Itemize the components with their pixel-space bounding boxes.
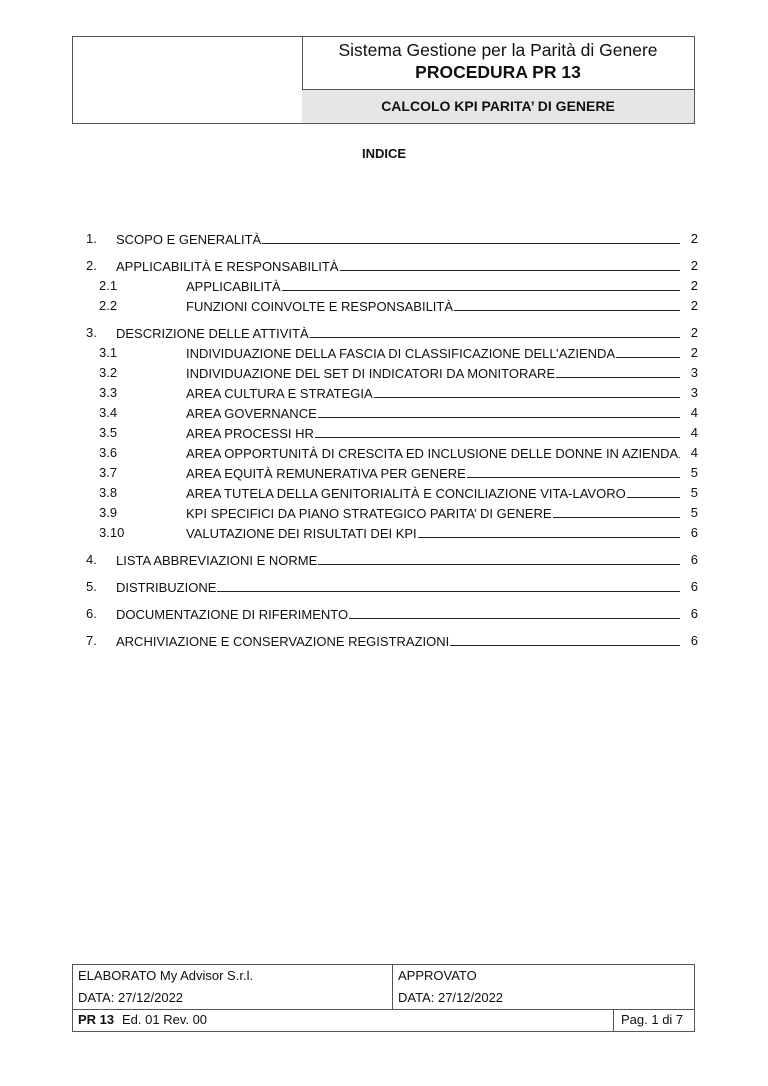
toc-page: 4 [690, 445, 698, 460]
toc-title: FUNZIONI COINVOLTE E RESPONSABILITÀ [186, 299, 454, 314]
toc-title: DESCRIZIONE DELLE ATTIVITÀ [116, 326, 309, 341]
toc-title: AREA GOVERNANCE [186, 406, 317, 421]
edition-revision: Ed. 01 Rev. 00 [122, 1012, 208, 1027]
toc-entry[interactable] [86, 343, 698, 363]
toc-number: 2. [86, 258, 97, 273]
toc-title: KPI SPECIFICI DA PIANO STRATEGICO PARITA’ DI GENERE [186, 506, 552, 521]
toc-title: INDIVIDUAZIONE DEL SET DI INDICATORI DA MONITORARE [186, 366, 556, 381]
toc-page: 6 [690, 552, 698, 567]
document-header [72, 36, 695, 124]
toc-page: 6 [690, 606, 698, 621]
toc-number: 5. [86, 579, 97, 594]
toc-page: 4 [690, 425, 698, 440]
system-name: Sistema Gestione per la Parità di Genere [338, 40, 658, 60]
toc-number: 1. [86, 231, 97, 246]
toc-entry[interactable] [86, 296, 698, 316]
toc-number: 6. [86, 606, 97, 621]
toc-number: 3.9 [99, 505, 118, 520]
toc-number: 2.1 [99, 278, 118, 293]
toc-number: 3.3 [99, 385, 118, 400]
toc-entry[interactable] [86, 443, 698, 463]
table-of-contents [86, 229, 698, 651]
toc-page: 5 [690, 505, 698, 520]
toc-number: 2.2 [99, 298, 118, 313]
toc-entry[interactable] [86, 229, 698, 249]
toc-entry[interactable] [86, 604, 698, 624]
toc-entry[interactable] [86, 577, 698, 597]
toc-title: DISTRIBUZIONE [116, 580, 217, 595]
toc-page: 6 [690, 525, 698, 540]
toc-title: APPLICABILITÀ [186, 279, 281, 294]
toc-page: 3 [690, 385, 698, 400]
approvato-label: APPROVATO [398, 968, 477, 983]
toc-title: AREA PROCESSI HR [186, 426, 314, 441]
toc-title: APPLICABILITÀ E RESPONSABILITÀ [116, 259, 339, 274]
document-code: PR 13 [78, 1012, 115, 1027]
elaborato-date: DATA: 27/12/2022 [78, 990, 184, 1005]
toc-number: 3.10 [99, 525, 125, 540]
toc-number: 3.2 [99, 365, 118, 380]
toc-number: 3.8 [99, 485, 118, 500]
toc-number: 3. [86, 325, 97, 340]
toc-entry[interactable] [86, 631, 698, 651]
toc-entry[interactable] [86, 463, 698, 483]
toc-page: 2 [690, 231, 698, 246]
toc-title: ARCHIVIAZIONE E CONSERVAZIONE REGISTRAZIONI [116, 634, 450, 649]
toc-page: 4 [690, 405, 698, 420]
toc-entry[interactable] [86, 523, 698, 543]
toc-entry[interactable] [86, 403, 698, 423]
toc-page: 2 [690, 345, 698, 360]
elaborato-label: ELABORATO My Advisor S.r.l. [78, 968, 254, 983]
approvato-date: DATA: 27/12/2022 [398, 990, 504, 1005]
toc-title: LISTA ABBREVIAZIONI E NORME [116, 553, 318, 568]
toc-title: AREA CULTURA E STRATEGIA [186, 386, 373, 401]
toc-page: 5 [690, 485, 698, 500]
toc-entry[interactable] [86, 503, 698, 523]
document-footer [72, 964, 695, 1032]
procedure-code: PROCEDURA PR 13 [415, 62, 581, 82]
toc-entry[interactable] [86, 550, 698, 570]
toc-number: 3.6 [99, 445, 118, 460]
toc-number: 3.5 [99, 425, 118, 440]
toc-page: 6 [690, 633, 698, 648]
toc-page: 2 [690, 298, 698, 313]
toc-page: 2 [690, 325, 698, 340]
toc-page: 5 [690, 465, 698, 480]
logo-cell [73, 37, 303, 123]
toc-number: 7. [86, 633, 97, 648]
procedure-subtitle: CALCOLO KPI PARITA’ DI GENERE [302, 90, 694, 123]
toc-title: AREA TUTELA DELLA GENITORIALITÀ E CONCILIAZIONE VITA-LAVORO [186, 486, 626, 501]
toc-entry[interactable] [86, 483, 698, 503]
toc-title: INDIVIDUAZIONE DELLA FASCIA DI CLASSIFICAZIONE DELL’AZIENDA [186, 346, 616, 361]
toc-page: 2 [690, 258, 698, 273]
toc-entry[interactable] [86, 256, 698, 276]
toc-page: 3 [690, 365, 698, 380]
toc-entry[interactable] [86, 383, 698, 403]
toc-title: SCOPO E GENERALITÀ [116, 232, 262, 247]
toc-title: DOCUMENTAZIONE DI RIFERIMENTO [116, 607, 349, 622]
toc-entry[interactable] [86, 276, 698, 296]
index-title: INDICE [361, 146, 407, 161]
toc-title: AREA OPPORTUNITÀ DI CRESCITA ED INCLUSIONE DELLE DONNE IN AZIENDA [186, 446, 679, 461]
toc-title: VALUTAZIONE DEI RISULTATI DEI KPI [186, 526, 417, 541]
title-cell [302, 37, 694, 90]
page-number: Pag. 1 di 7 [621, 1012, 684, 1027]
toc-number: 3.1 [99, 345, 118, 360]
toc-number: 3.4 [99, 405, 118, 420]
toc-number: 4. [86, 552, 97, 567]
toc-number: 3.7 [99, 465, 118, 480]
toc-title: AREA EQUITÀ REMUNERATIVA PER GENERE [186, 466, 466, 481]
toc-page: 6 [690, 579, 698, 594]
toc-entry[interactable] [86, 323, 698, 343]
toc-page: 2 [690, 278, 698, 293]
toc-entry[interactable] [86, 363, 698, 383]
toc-entry[interactable] [86, 423, 698, 443]
